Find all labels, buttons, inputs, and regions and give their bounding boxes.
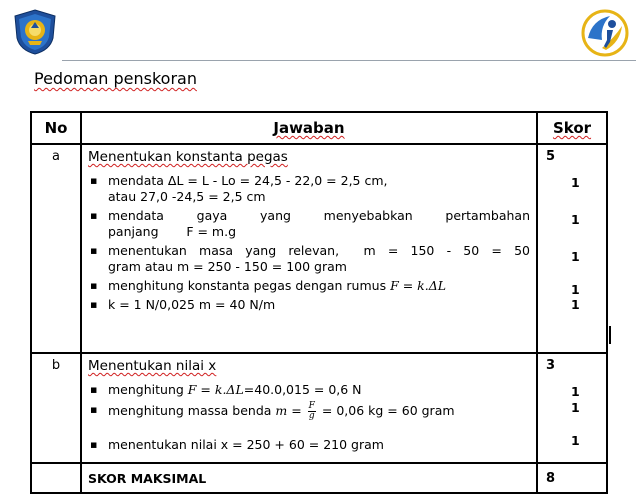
step-text: k = 1 N/0,025 m = 40 N/m [108, 297, 276, 312]
header-no: No [31, 112, 81, 144]
answer-cell [81, 144, 537, 353]
kurikulum-2013-logo-icon [580, 8, 630, 58]
list-item [88, 402, 530, 421]
answer-steps [88, 382, 530, 453]
list-item [88, 278, 530, 294]
table-row-total [31, 463, 607, 493]
step-score: 1 [571, 400, 580, 415]
formula: F = k.ΔL [390, 278, 447, 293]
answer-cell [81, 353, 537, 463]
formula: m = [275, 403, 306, 418]
score-cell [537, 144, 607, 353]
page-title: Pedoman penskoran [34, 69, 197, 88]
step-line: panjang F = m.g [108, 224, 237, 239]
header-divider [62, 60, 636, 61]
step-text: menghitung [108, 382, 188, 397]
step-line: ▪ mendata gaya yang menyebabkan pertambahan [108, 208, 530, 223]
total-score: 5 [546, 149, 556, 164]
step-text: menentukan nilai x = 250 + 60 = 210 gram [108, 437, 384, 452]
fraction-numerator: F [308, 401, 315, 411]
step-text: =40.0,015 = 0,6 N [243, 382, 362, 397]
table-header-row [31, 112, 607, 144]
step-text: menghitung massa benda [108, 403, 276, 418]
step-line: gram atau m = 250 - 150 = 100 gram [108, 259, 347, 274]
scoring-table [30, 111, 608, 494]
answer-heading: Menentukan konstanta pegas [88, 149, 288, 165]
row-number: b [31, 353, 81, 463]
list-item [88, 297, 530, 313]
list-item [88, 243, 530, 275]
step-line: ▪ mendata ΔL = L - Lo = 24,5 - 22,0 = 2,5 cm, [108, 173, 388, 188]
table-row [31, 353, 607, 463]
formula: F = k.ΔL [187, 382, 244, 397]
step-score: 1 [571, 433, 580, 448]
step-score: 1 [571, 249, 580, 264]
list-item [88, 382, 530, 398]
list-item [88, 208, 530, 240]
row-number: a [31, 144, 81, 353]
header-answer [81, 112, 537, 144]
step-line: ▪ menentukan masa yang relevan, m = 150 - 50 = 50 [108, 243, 530, 258]
step-score: 1 [571, 212, 580, 227]
step-text: = 0,06 kg = 60 gram [317, 403, 455, 418]
step-score: 1 [571, 282, 580, 297]
tut-wuri-handayani-emblem-icon [12, 8, 58, 56]
score-cell [537, 353, 607, 463]
step-line: atau 27,0 -24,5 = 2,5 cm [108, 189, 266, 204]
max-score-label: SKOR MAKSIMAL [81, 463, 537, 493]
answer-steps [88, 173, 530, 313]
empty-cell [31, 463, 81, 493]
max-score-value: 8 [537, 463, 607, 493]
list-item [88, 437, 530, 453]
step-text: menghitung konstanta pegas dengan rumus [108, 278, 391, 293]
answer-heading: Menentukan nilai x [88, 358, 217, 374]
step-score: 1 [571, 297, 580, 312]
header-answer-label: Jawaban [273, 119, 345, 137]
text-cursor [609, 326, 611, 344]
header-score-label: Skor [552, 119, 592, 137]
total-score: 3 [546, 358, 556, 373]
list-item [88, 173, 530, 205]
fraction-denominator: g [308, 411, 315, 421]
table-row [31, 144, 607, 353]
header-score [537, 112, 607, 144]
fraction [308, 402, 316, 421]
step-score: 1 [571, 175, 580, 190]
step-score: 1 [571, 384, 580, 399]
